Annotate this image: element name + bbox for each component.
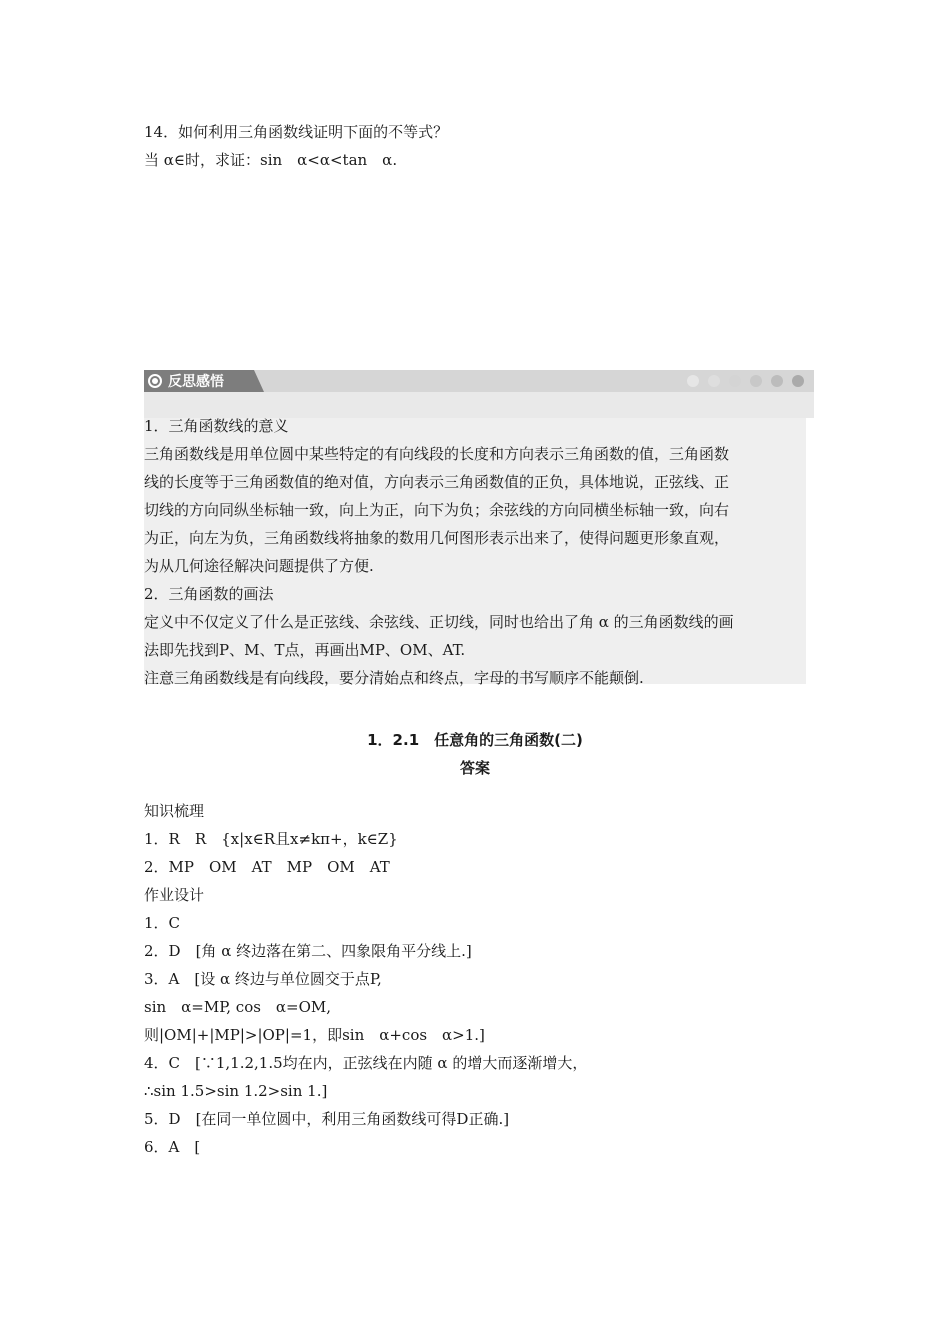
answer-line: 1．C (144, 914, 181, 932)
dot-icon (687, 375, 699, 387)
target-icon (148, 374, 162, 388)
reflection-panel-strip (144, 392, 814, 418)
decorative-dots (687, 375, 804, 387)
section-title: 1．2.1 任意角的三角函数(二) (367, 731, 583, 749)
answers-subtitle: 答案 (459, 759, 490, 777)
answer-line: 则|OM|+|MP|>|OP|=1，即sin α+cos α>1.] (144, 1026, 485, 1044)
reflection-line: 法即先找到P、M、T点，再画出MP、OM、AT. (144, 641, 466, 659)
problem-14-statement: 当 α∈时，求证：sin α<α<tan α. (144, 151, 398, 169)
reflection-line: 定义中不仅定义了什么是正弦线、余弦线、正切线，同时也给出了角 α 的三角函数线的画 (144, 613, 734, 631)
answer-line: 3．A [设 α 终边与单位圆交于点P, (144, 970, 382, 988)
reflection-line: 注意三角函数线是有向线段，要分清始点和终点，字母的书写顺序不能颠倒. (144, 669, 644, 687)
reflection-banner (144, 370, 814, 392)
reflection-line: 2．三角函数的画法 (144, 585, 274, 603)
reflection-line: 为从几何途径解决问题提供了方便. (144, 557, 374, 575)
dot-icon (750, 375, 762, 387)
reflection-line: 切线的方向同纵坐标轴一致，向上为正，向下为负；余弦线的方向同横坐标轴一致，向右 (144, 501, 730, 519)
answer-line: 6．A [ (144, 1138, 201, 1156)
dot-icon (708, 375, 720, 387)
reflection-line: 线的长度等于三角函数值的绝对值，方向表示三角函数值的正负，具体地说，正弦线、正 (144, 473, 730, 491)
dot-icon (729, 375, 741, 387)
answer-line: 作业设计 (144, 886, 205, 904)
answer-line: 4．C [∵1,1.2,1.5均在内，正弦线在内随 α 的增大而逐渐增大， (144, 1054, 588, 1072)
reflection-line: 为正，向左为负，三角函数线将抽象的数用几何图形表示出来了，使得问题更形象直观， (144, 529, 730, 547)
answer-line: 5．D [在同一单位圆中，利用三角函数线可得D正确.] (144, 1110, 510, 1128)
answer-line: ∴sin 1.5>sin 1.2>sin 1.] (144, 1082, 328, 1100)
dot-icon (792, 375, 804, 387)
answer-line: 知识梳理 (144, 802, 205, 820)
reflection-title: 反思感悟 (168, 374, 224, 390)
reflection-tab (144, 370, 254, 392)
answer-line: 1．R R {x|x∈R且x≠kπ+，k∈Z} (144, 830, 398, 848)
answer-line: 2．D [角 α 终边落在第二、四象限角平分线上.] (144, 942, 472, 960)
dot-icon (771, 375, 783, 387)
reflection-line: 1．三角函数线的意义 (144, 417, 289, 435)
answer-line: 2．MP OM AT MP OM AT (144, 858, 390, 876)
reflection-line: 三角函数线是用单位圆中某些特定的有向线段的长度和方向表示三角函数的值，三角函数 (144, 445, 730, 463)
answer-line: sin α=MP, cos α=OM, (144, 998, 332, 1016)
problem-14-question: 14．如何利用三角函数线证明下面的不等式？ (144, 123, 449, 141)
